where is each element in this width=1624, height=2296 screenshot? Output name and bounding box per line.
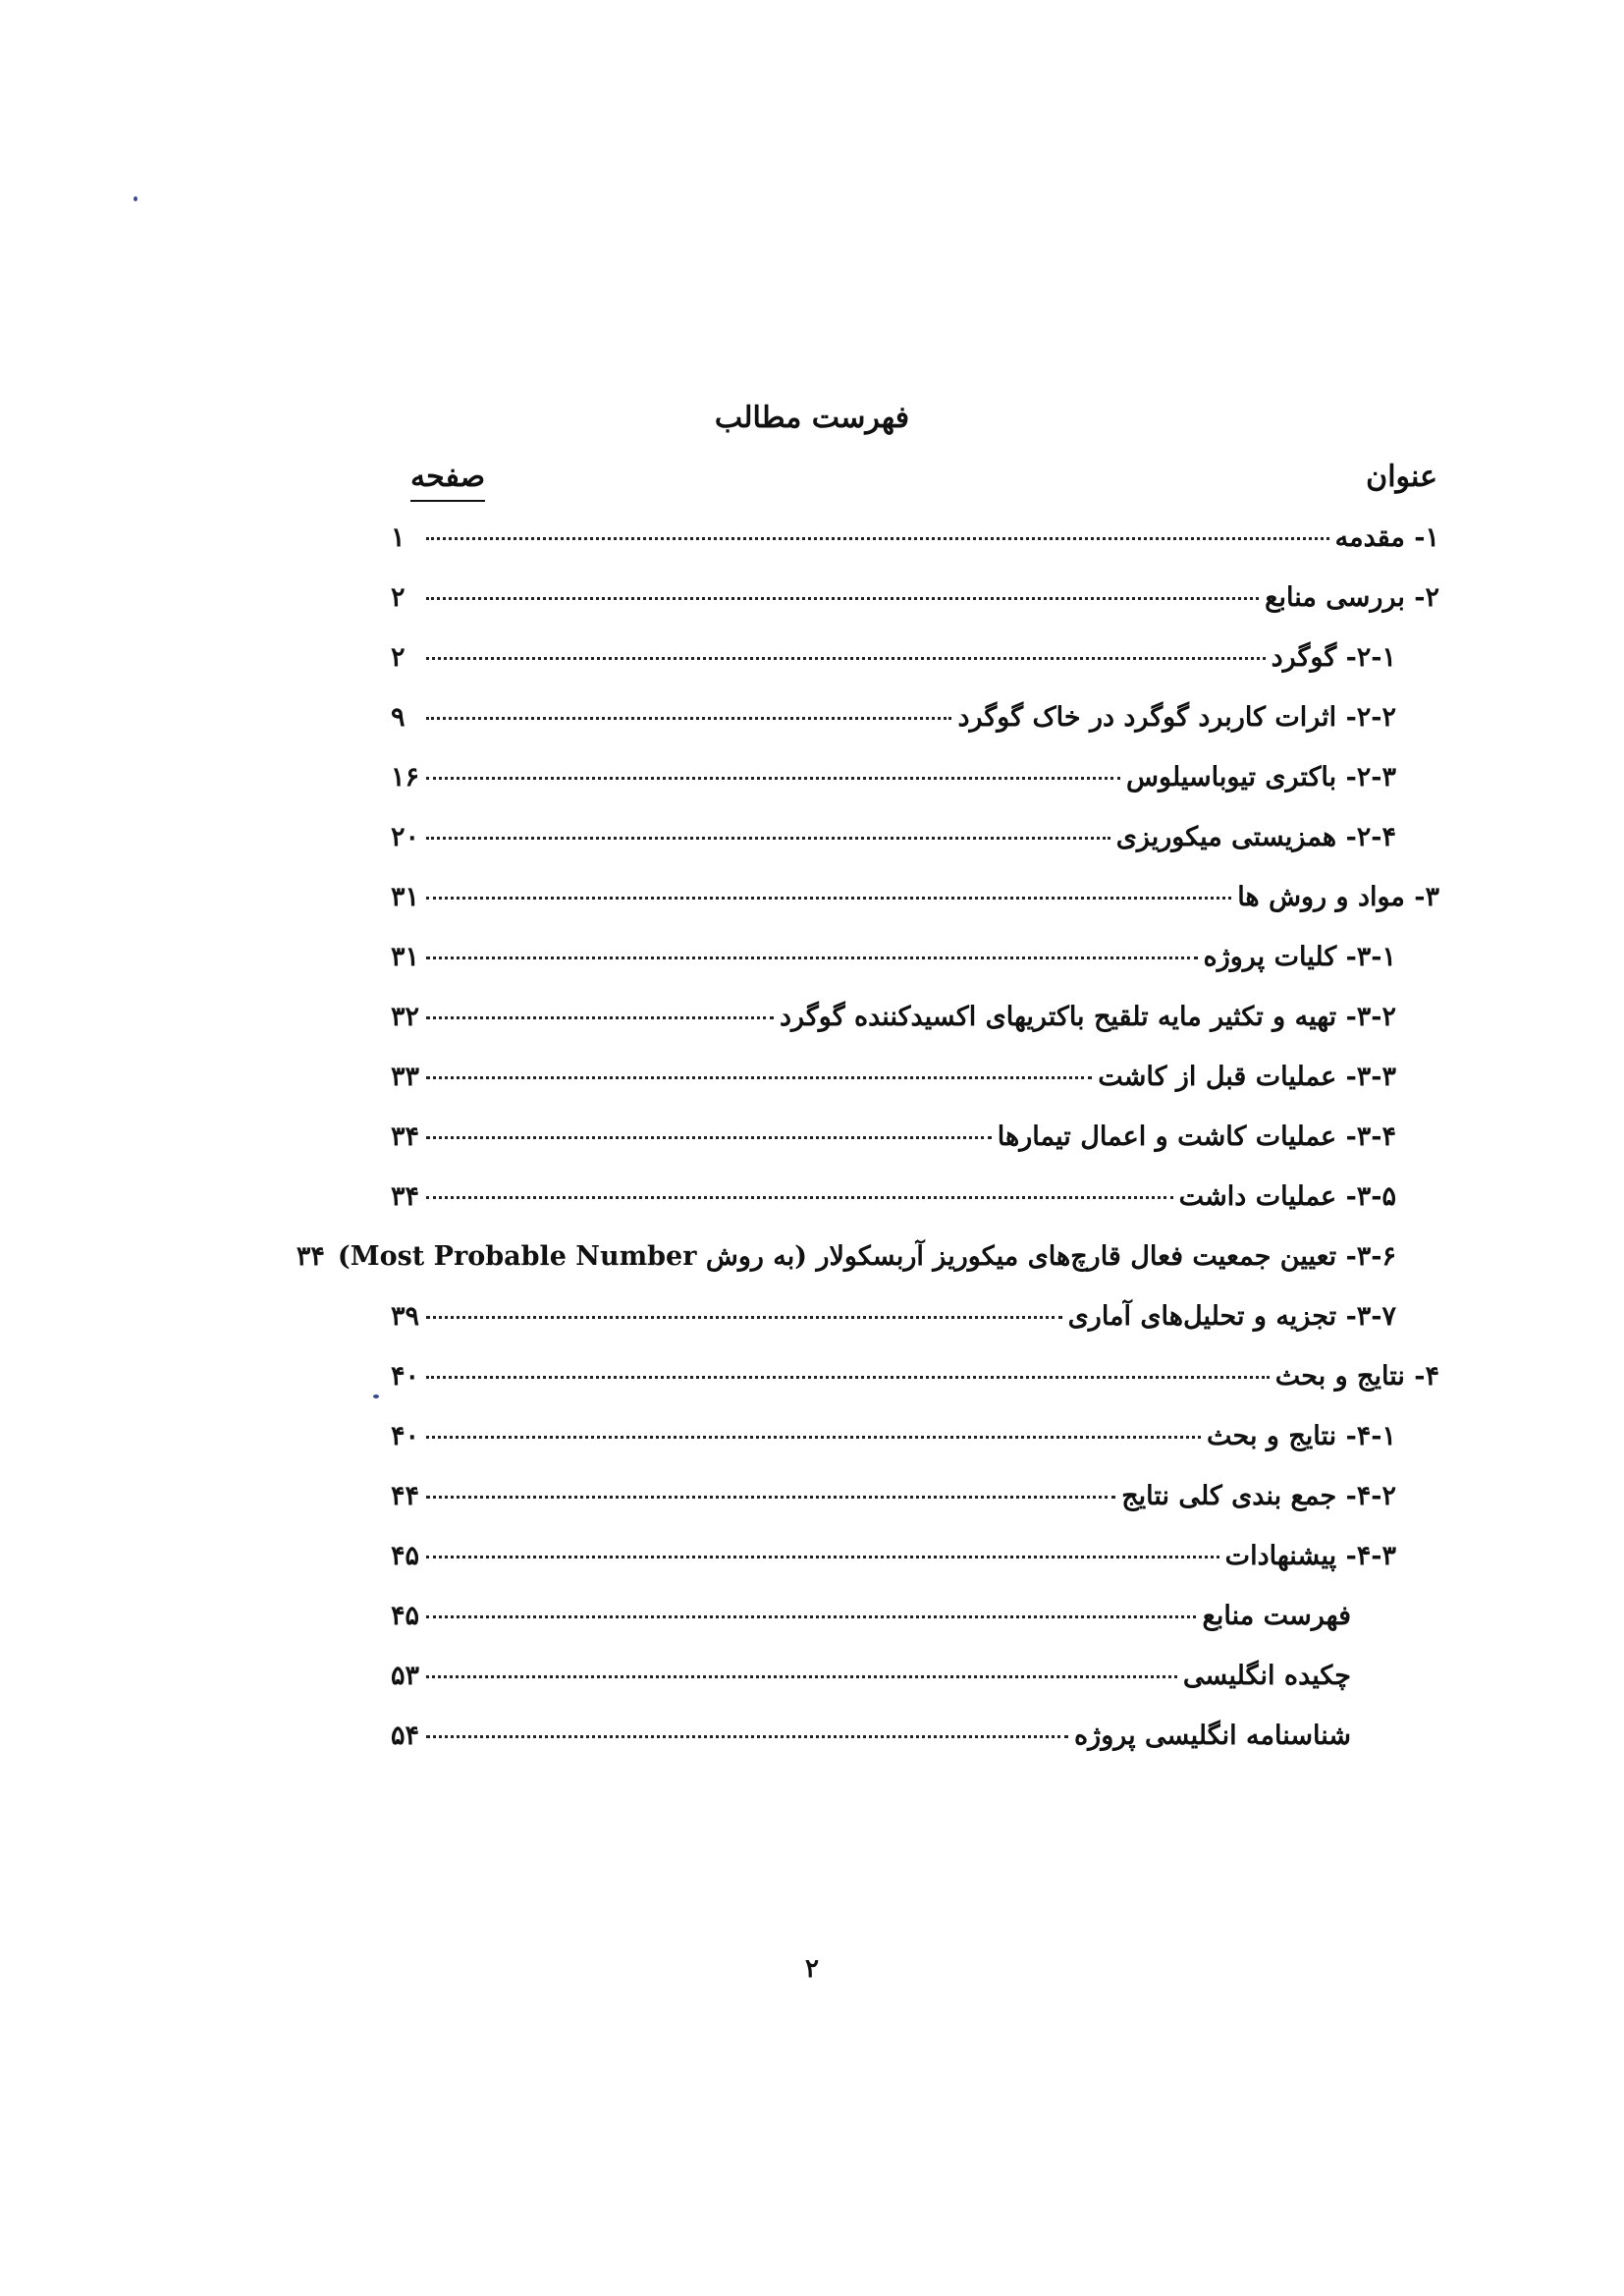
dot-leader [426, 537, 1329, 540]
toc-entry [391, 642, 1439, 702]
dot-leader [426, 717, 951, 720]
toc-entry-page: ۵۳ [391, 1661, 420, 1691]
toc-entry-label: ۳-۴- عملیات کاشت و اعمال تیمارها [997, 1121, 1396, 1152]
dot-leader [426, 1615, 1196, 1618]
toc-entry-label: ۳-۱- کلیات پروژه [1203, 942, 1396, 972]
toc-entry-label: ۴-۲- جمع بندی کلی نتایج [1121, 1481, 1396, 1511]
toc-entry-label: شناسنامه انگلیسی پروژه [1074, 1721, 1351, 1751]
toc-entry [391, 1301, 1439, 1361]
dot-leader [426, 1076, 1092, 1079]
column-heading-title: عنوان [1366, 460, 1437, 494]
toc-entry-page: ۳۲ [391, 1002, 420, 1032]
toc-entry-label: ۳-۲- تهیه و تکثیر مایه تلقیح باکتریهای اکسیدکننده گوگرد [780, 1002, 1396, 1032]
toc-entry-page: ۴۴ [391, 1481, 420, 1511]
dot-leader [426, 1016, 774, 1019]
toc-entry-label: ۳-۷- تجزیه و تحلیل‌های آماری [1067, 1301, 1396, 1332]
toc-entry-label: ۳- مواد و روش ها [1237, 882, 1439, 912]
toc-entry [391, 1481, 1439, 1541]
scan-speck [373, 1394, 379, 1398]
toc-entry [391, 582, 1439, 642]
toc-entry-page: ۳۴ [296, 1241, 325, 1272]
toc-entry-label: ۲-۳- باکتری تیوباسیلوس [1126, 762, 1396, 793]
toc-entry-label: ۴-۱- نتایج و بحث [1207, 1421, 1396, 1451]
toc-entry-page: ۵۴ [391, 1721, 420, 1751]
toc-entry [296, 1241, 1439, 1301]
toc-entry-page: ۱ [391, 522, 406, 553]
toc-entry-label: ۴- نتایج و بحث [1274, 1361, 1439, 1392]
toc-entry-label: ۳-۳- عملیات قبل از کاشت [1098, 1062, 1396, 1092]
toc-entry [391, 702, 1439, 762]
dot-leader [426, 1556, 1219, 1558]
toc-entry-page: ۹ [391, 702, 406, 733]
dot-leader [426, 897, 1231, 900]
toc-entry [391, 1002, 1439, 1062]
toc-entry [391, 522, 1439, 582]
toc-entry [391, 1121, 1439, 1181]
toc-entry [391, 762, 1439, 822]
dot-leader [426, 1735, 1068, 1738]
toc-entry [391, 822, 1439, 882]
toc-entry-page: ۳۱ [391, 942, 420, 972]
dot-leader [426, 1316, 1062, 1319]
toc-entry [391, 1721, 1439, 1780]
toc-entry [391, 1601, 1439, 1661]
dot-leader [426, 1496, 1115, 1499]
toc-entry-page: ۴۰ [391, 1421, 420, 1451]
table-of-contents [296, 522, 1439, 1780]
toc-entry [391, 1661, 1439, 1721]
toc-entry-label: ۳-۶- تعیین جمعیت فعال قارچ‌های میکوریز آربسکولار (به روش Most Probable Number) [337, 1241, 1396, 1272]
toc-entry-label: ۲- بررسی منابع [1265, 582, 1439, 613]
document-title: فهرست مطالب [714, 401, 910, 435]
toc-entry [391, 1361, 1439, 1421]
toc-entry [391, 1541, 1439, 1601]
toc-entry-page: ۱۶ [391, 762, 420, 793]
toc-entry-page: ۲۰ [391, 822, 420, 852]
page-number: ۲ [805, 1954, 819, 1984]
toc-entry [391, 1421, 1439, 1481]
toc-entry-page: ۳۹ [391, 1301, 420, 1332]
toc-entry-label: ۲-۴- همزیستی میکوریزی [1115, 822, 1396, 852]
toc-entry-label: فهرست منابع [1202, 1601, 1351, 1631]
dot-leader [426, 777, 1120, 780]
column-heading-page: صفحه [410, 460, 485, 502]
toc-entry-page: ۳۴ [391, 1181, 420, 1212]
toc-entry-page: ۴۵ [391, 1601, 420, 1631]
toc-entry-label: ۲-۲- اثرات کاربرد گوگرد در خاک گوگرد [957, 702, 1396, 733]
toc-entry-label: چکیده انگلیسی [1182, 1661, 1351, 1691]
toc-entry-label: ۲-۱- گوگرد [1271, 642, 1396, 673]
dot-leader [426, 1675, 1177, 1678]
toc-entry-page: ۲ [391, 642, 406, 673]
toc-entry-page: ۴۰ [391, 1361, 420, 1392]
toc-entry-page: ۲ [391, 582, 406, 613]
toc-entry-label: ۳-۵- عملیات داشت [1178, 1181, 1396, 1212]
toc-entry-page: ۳۳ [391, 1062, 420, 1092]
dot-leader [426, 1196, 1173, 1199]
dot-leader [426, 1436, 1201, 1439]
toc-entry-label: ۱- مقدمه [1334, 522, 1439, 553]
toc-entry [391, 882, 1439, 942]
toc-entry-page: ۳۱ [391, 882, 420, 912]
dot-leader [426, 657, 1266, 660]
dot-leader [426, 597, 1259, 600]
dot-leader [426, 1136, 992, 1139]
toc-entry [391, 1062, 1439, 1121]
toc-entry-label: ۴-۳- پیشنهادات [1224, 1541, 1396, 1571]
toc-entry [391, 942, 1439, 1002]
dot-leader [426, 837, 1110, 840]
toc-entry [391, 1181, 1439, 1241]
scan-speck [134, 196, 137, 201]
dot-leader [426, 957, 1198, 959]
dot-leader [426, 1376, 1270, 1379]
toc-entry-page: ۳۴ [391, 1121, 420, 1152]
toc-entry-page: ۴۵ [391, 1541, 420, 1571]
